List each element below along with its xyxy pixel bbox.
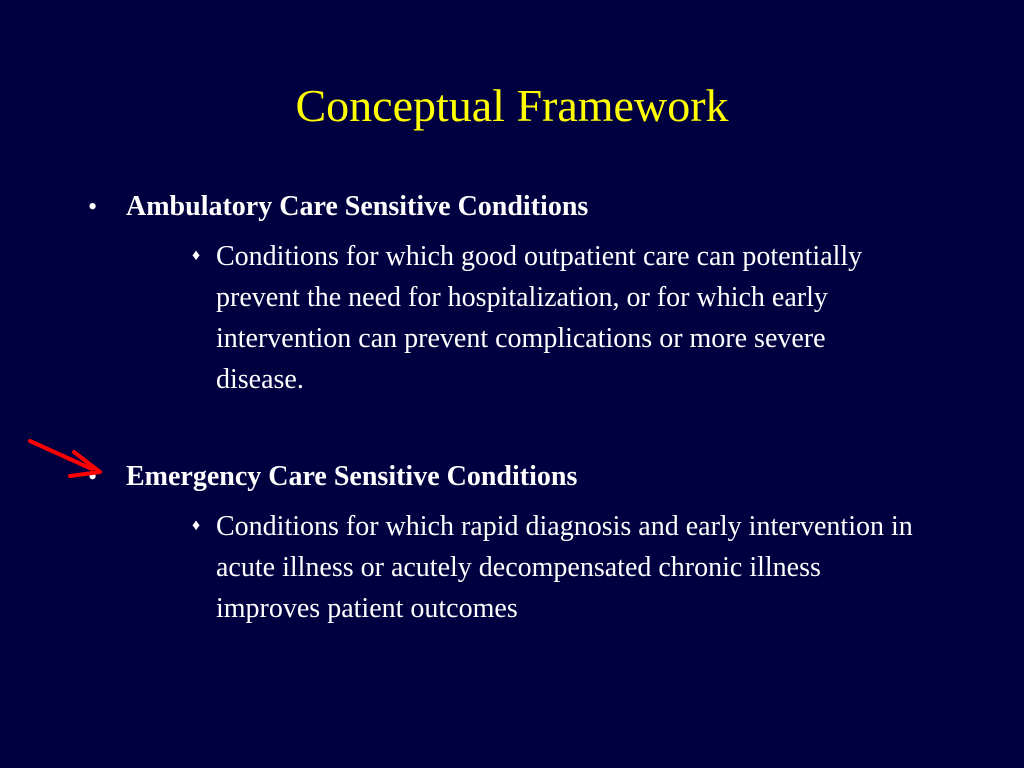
bullet-heading: Ambulatory Care Sensitive Conditions (126, 191, 589, 222)
diamond-bullet-icon: ♦ (192, 517, 201, 534)
bullet-heading: Emergency Care Sensitive Conditions (126, 461, 578, 492)
diamond-bullet-icon: ♦ (192, 247, 201, 264)
bullet-icon: • (88, 462, 98, 491)
bullet-icon: • (88, 192, 98, 221)
slide-title: Conceptual Framework (295, 80, 729, 131)
bullet-description: Conditions for which rapid diagnosis and early intervention in acute illness or acutely decompensated chronic illness improves patient outcomes (216, 511, 913, 624)
bullet-description: Conditions for which good outpatient care can potentially prevent the need for hospitalization, or for which early intervention can prevent complications or more severe disease. (216, 241, 863, 395)
